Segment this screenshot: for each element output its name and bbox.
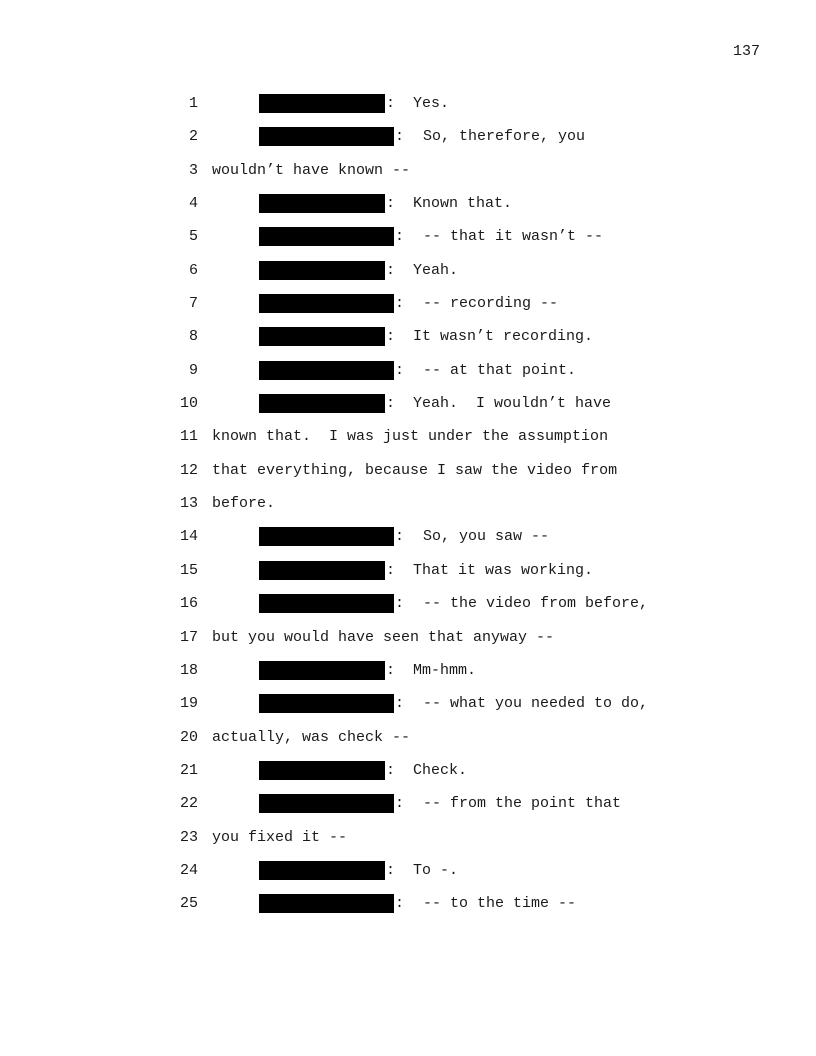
line-text: but you would have seen that anyway -- bbox=[212, 628, 555, 646]
line-number: 17 bbox=[179, 628, 198, 646]
speaker-colon: : bbox=[386, 95, 396, 112]
line-text: you fixed it -- bbox=[212, 828, 348, 846]
transcript-line bbox=[0, 86, 816, 119]
line-text: So, you saw -- bbox=[423, 528, 550, 546]
speaker-colon: : bbox=[386, 761, 396, 779]
line-text: Mm-hmm. bbox=[413, 661, 477, 679]
line-text: -- from the point that bbox=[423, 795, 622, 813]
transcript-line bbox=[0, 720, 816, 753]
transcript-line bbox=[0, 453, 816, 486]
redacted-speaker bbox=[259, 694, 394, 713]
line-number: 7 bbox=[188, 295, 198, 313]
transcript-line bbox=[0, 686, 816, 719]
line-text: known that. I was just under the assumption bbox=[212, 428, 609, 446]
line-number: 18 bbox=[179, 661, 198, 679]
line-number: 9 bbox=[188, 361, 198, 379]
line-text: -- the video from before, bbox=[423, 595, 649, 613]
line-number: 19 bbox=[179, 695, 198, 713]
speaker-colon: : bbox=[386, 328, 396, 346]
transcript-line bbox=[0, 319, 816, 352]
redacted-speaker bbox=[259, 861, 385, 880]
line-text: Yes. bbox=[413, 95, 450, 112]
redacted-speaker bbox=[259, 361, 394, 380]
redacted-speaker bbox=[259, 227, 394, 246]
transcript-line bbox=[0, 219, 816, 252]
transcript-line bbox=[0, 119, 816, 152]
speaker-colon: : bbox=[395, 528, 405, 546]
line-number: 11 bbox=[179, 428, 198, 446]
line-text: Known that. bbox=[413, 195, 513, 213]
speaker-colon: : bbox=[395, 361, 405, 379]
speaker-colon: : bbox=[386, 561, 396, 579]
line-text: It wasn’t recording. bbox=[413, 328, 594, 346]
line-text: that everything, because I saw the video from bbox=[212, 461, 618, 479]
line-text: actually, was check -- bbox=[212, 728, 411, 746]
line-text: So, therefore, you bbox=[423, 128, 586, 146]
speaker-colon: : bbox=[395, 228, 405, 246]
speaker-colon: : bbox=[395, 895, 405, 913]
redacted-speaker bbox=[259, 661, 385, 680]
speaker-colon: : bbox=[395, 795, 405, 813]
redacted-speaker bbox=[259, 94, 385, 113]
redacted-speaker bbox=[259, 194, 385, 213]
speaker-colon: : bbox=[386, 661, 396, 679]
line-text: before. bbox=[212, 495, 276, 513]
transcript-line bbox=[0, 653, 816, 686]
line-text: Check. bbox=[413, 761, 468, 779]
transcript-line bbox=[0, 386, 816, 419]
line-number: 12 bbox=[179, 461, 198, 479]
line-text: -- recording -- bbox=[423, 295, 559, 313]
speaker-colon: : bbox=[395, 595, 405, 613]
transcript-line bbox=[0, 620, 816, 653]
transcript-line bbox=[0, 486, 816, 519]
redacted-speaker bbox=[259, 561, 385, 580]
page-number: 137 bbox=[733, 43, 761, 60]
line-number: 22 bbox=[179, 795, 198, 813]
redacted-speaker bbox=[259, 894, 394, 913]
transcript-line bbox=[0, 253, 816, 286]
line-number: 25 bbox=[179, 895, 198, 913]
line-text: -- to the time -- bbox=[423, 895, 577, 913]
line-number: 2 bbox=[188, 128, 198, 146]
line-number: 10 bbox=[179, 395, 198, 413]
line-text: Yeah. bbox=[413, 261, 459, 279]
line-text: Yeah. I wouldn’t have bbox=[413, 395, 612, 413]
line-number: 13 bbox=[179, 495, 198, 513]
line-number: 21 bbox=[179, 761, 198, 779]
transcript-line bbox=[0, 286, 816, 319]
line-number: 24 bbox=[179, 861, 198, 879]
line-number: 20 bbox=[179, 728, 198, 746]
line-number: 15 bbox=[179, 561, 198, 579]
speaker-colon: : bbox=[386, 861, 396, 879]
redacted-speaker bbox=[259, 594, 394, 613]
transcript-line bbox=[0, 820, 816, 853]
speaker-colon: : bbox=[395, 695, 405, 713]
speaker-colon: : bbox=[386, 395, 396, 413]
line-text: wouldn’t have known -- bbox=[212, 161, 411, 179]
speaker-colon: : bbox=[395, 128, 405, 146]
transcript bbox=[0, 86, 816, 920]
transcript-line bbox=[0, 353, 816, 386]
line-text: -- that it wasn’t -- bbox=[423, 228, 604, 246]
transcript-line bbox=[0, 586, 816, 619]
line-number: 1 bbox=[188, 95, 198, 112]
line-text: -- at that point. bbox=[423, 361, 577, 379]
transcript-line bbox=[0, 519, 816, 552]
redacted-speaker bbox=[259, 127, 394, 146]
redacted-speaker bbox=[259, 527, 394, 546]
speaker-colon: : bbox=[386, 195, 396, 213]
redacted-speaker bbox=[259, 794, 394, 813]
transcript-line bbox=[0, 886, 816, 919]
redacted-speaker bbox=[259, 327, 385, 346]
line-text: That it was working. bbox=[413, 561, 594, 579]
line-text: -- what you needed to do, bbox=[423, 695, 649, 713]
transcript-line bbox=[0, 153, 816, 186]
transcript-line bbox=[0, 853, 816, 886]
line-number: 6 bbox=[188, 261, 198, 279]
redacted-speaker bbox=[259, 261, 385, 280]
transcript-line bbox=[0, 786, 816, 819]
line-number: 3 bbox=[188, 161, 198, 179]
speaker-colon: : bbox=[395, 295, 405, 313]
transcript-line bbox=[0, 186, 816, 219]
line-number: 16 bbox=[179, 595, 198, 613]
transcript-line bbox=[0, 753, 816, 786]
line-number: 4 bbox=[188, 195, 198, 213]
line-text: To -. bbox=[413, 861, 459, 879]
line-number: 8 bbox=[188, 328, 198, 346]
transcript-line bbox=[0, 419, 816, 452]
transcript-line bbox=[0, 553, 816, 586]
line-number: 14 bbox=[179, 528, 198, 546]
redacted-speaker bbox=[259, 761, 385, 780]
line-number: 23 bbox=[179, 828, 198, 846]
redacted-speaker bbox=[259, 294, 394, 313]
redacted-speaker bbox=[259, 394, 385, 413]
line-number: 5 bbox=[188, 228, 198, 246]
speaker-colon: : bbox=[386, 261, 396, 279]
